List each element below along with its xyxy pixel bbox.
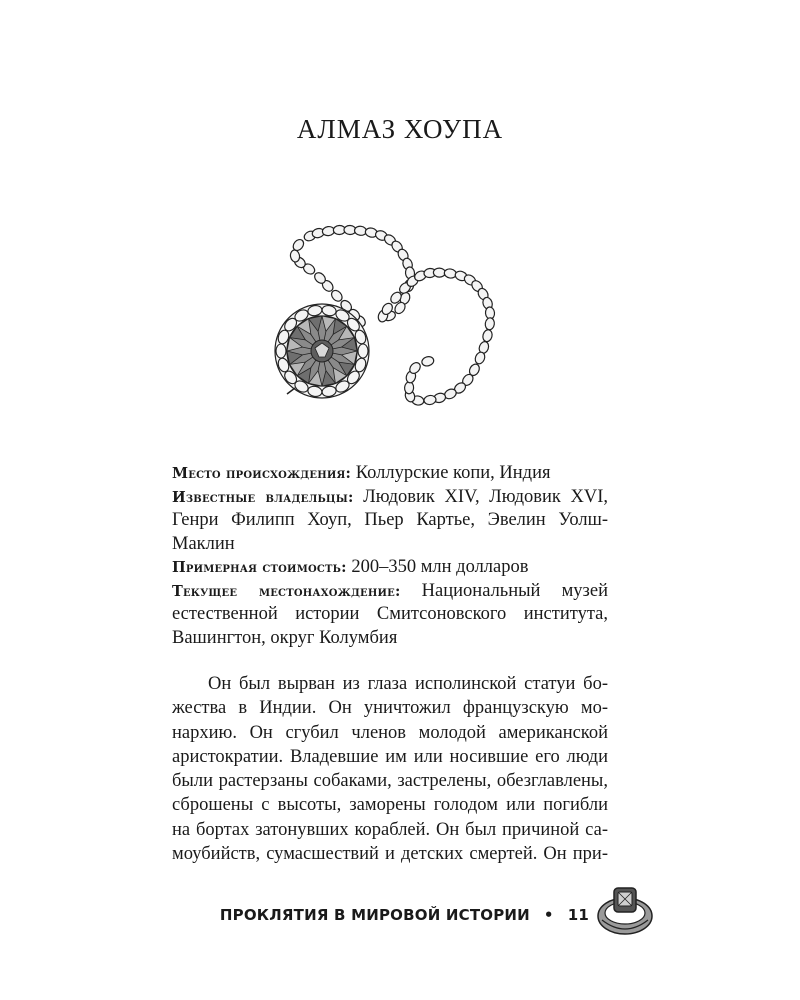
fact-label: Текущее местонахождение: <box>172 582 401 600</box>
running-footer <box>0 906 589 924</box>
paragraph-line: были растерзаны собаками, застрелены, обезглавлены, <box>172 771 608 792</box>
fact-label: Известные владельцы: <box>172 488 354 506</box>
fact-value: 200–350 млн долларов <box>346 557 529 577</box>
paragraph-line: нархию. Он сгубил членов молодой американской <box>172 722 608 743</box>
fact-owners <box>172 486 608 557</box>
running-title: ПРОКЛЯТИЯ В МИРОВОЙ ИСТОРИИ <box>219 906 530 924</box>
decorative-ring-icon <box>594 880 656 938</box>
fact-value: Национальный музей естественной истории Смитсоновского института, Вашингтон, округ Колумбия <box>172 580 608 648</box>
footer-separator: • <box>543 906 554 924</box>
paragraph-line: жества в Индии. Он уничтожил французскую мо- <box>172 698 608 719</box>
hope-diamond-necklace-illustration <box>265 218 510 418</box>
fact-value: Людовик XIV, Людовик XVI, Генри Филипп Хоуп, Пьер Картье, Эвелин Уолш-Маклин <box>172 486 608 554</box>
body-paragraph <box>172 672 608 866</box>
paragraph-line: Он был вырван из глаза исполинской статуи бо- <box>208 674 608 694</box>
paragraph-line: аристократии. Владевшие им или носившие его люди <box>172 746 608 767</box>
fact-list <box>172 462 608 650</box>
page-number: 11 <box>567 906 589 924</box>
paragraph-line: на бортах затонувших кораблей. Он был причиной са- <box>172 819 608 840</box>
fact-value-estimate <box>172 556 608 580</box>
fact-location <box>172 580 608 651</box>
fact-origin <box>172 462 608 486</box>
fact-value: Коллурские копи, Индия <box>351 463 551 483</box>
paragraph-line: моубийств, сумасшествий и детских смертей. Он при- <box>172 844 608 865</box>
fact-label: Место происхождения: <box>172 465 352 482</box>
page-title: АЛМАЗ ХОУПА <box>296 114 504 144</box>
fact-label: Примерная стоимость: <box>172 559 347 576</box>
diamond-pendant <box>275 304 369 398</box>
paragraph-line: сброшены с высоты, заморены голодом или погибли <box>172 795 608 816</box>
